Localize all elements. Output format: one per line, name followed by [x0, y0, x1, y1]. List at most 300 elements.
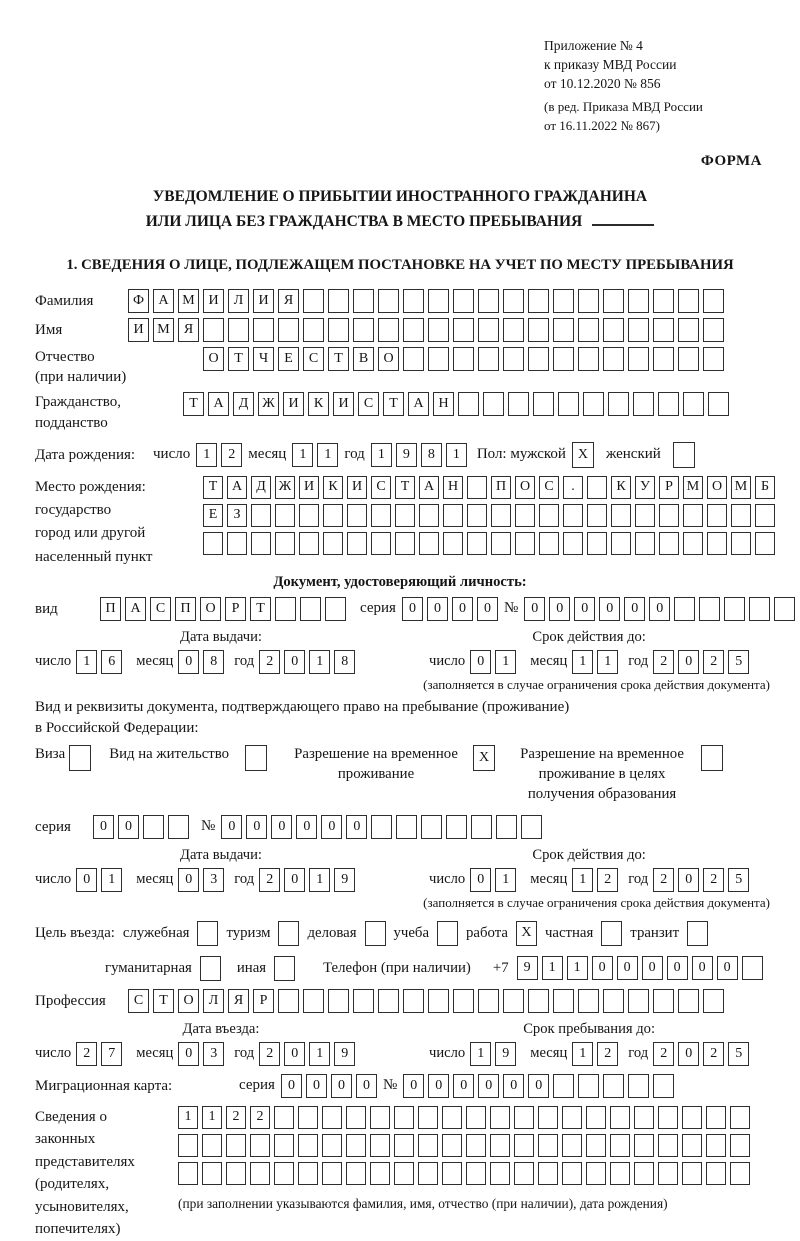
char-cell[interactable]: [394, 1162, 414, 1185]
char-cell[interactable]: 2: [597, 868, 618, 892]
char-cell[interactable]: В: [353, 347, 374, 371]
char-cell[interactable]: Р: [253, 989, 274, 1013]
char-cell[interactable]: 0: [284, 1042, 305, 1066]
char-cell[interactable]: [443, 532, 463, 555]
char-cell[interactable]: 5: [728, 1042, 749, 1066]
char-cell[interactable]: [724, 597, 745, 621]
char-cell[interactable]: [419, 504, 439, 527]
purpose-tourism-checkbox[interactable]: [278, 921, 299, 946]
char-cell[interactable]: [322, 1106, 342, 1129]
char-cell[interactable]: [491, 504, 511, 527]
char-cell[interactable]: [467, 504, 487, 527]
char-cell[interactable]: [353, 289, 374, 313]
char-cell[interactable]: [730, 1162, 750, 1185]
char-cell[interactable]: [553, 1074, 574, 1098]
char-cell[interactable]: Ч: [253, 347, 274, 371]
char-cell[interactable]: [394, 1106, 414, 1129]
char-cell[interactable]: [251, 504, 271, 527]
char-cell[interactable]: [466, 1106, 486, 1129]
char-cell[interactable]: [503, 347, 524, 371]
char-cell[interactable]: П: [100, 597, 121, 621]
char-cell[interactable]: [703, 989, 724, 1013]
char-cell[interactable]: [299, 532, 319, 555]
char-cell[interactable]: 2: [259, 1042, 280, 1066]
char-cell[interactable]: [682, 1162, 702, 1185]
char-cell[interactable]: 2: [226, 1106, 246, 1129]
char-cell[interactable]: П: [491, 476, 511, 499]
char-cell[interactable]: Л: [228, 289, 249, 313]
char-cell[interactable]: [610, 1134, 630, 1157]
char-cell[interactable]: 2: [221, 443, 242, 467]
char-cell[interactable]: [682, 1134, 702, 1157]
char-cell[interactable]: [347, 504, 367, 527]
char-cell[interactable]: [275, 532, 295, 555]
char-cell[interactable]: [553, 347, 574, 371]
char-cell[interactable]: [533, 392, 554, 416]
char-cell[interactable]: Н: [433, 392, 454, 416]
char-cell[interactable]: [706, 1106, 726, 1129]
char-cell[interactable]: [370, 1106, 390, 1129]
char-cell[interactable]: 2: [653, 650, 674, 674]
char-cell[interactable]: 2: [653, 868, 674, 892]
char-cell[interactable]: [418, 1134, 438, 1157]
char-cell[interactable]: [583, 392, 604, 416]
char-cell[interactable]: [635, 504, 655, 527]
char-cell[interactable]: [322, 1134, 342, 1157]
char-cell[interactable]: 0: [321, 815, 342, 839]
char-cell[interactable]: 9: [334, 1042, 355, 1066]
char-cell[interactable]: 0: [178, 650, 199, 674]
char-cell[interactable]: [227, 532, 247, 555]
char-cell[interactable]: Т: [153, 989, 174, 1013]
char-cell[interactable]: [538, 1134, 558, 1157]
char-cell[interactable]: 5: [728, 650, 749, 674]
char-cell[interactable]: [683, 532, 703, 555]
char-cell[interactable]: [418, 1162, 438, 1185]
char-cell[interactable]: Т: [383, 392, 404, 416]
char-cell[interactable]: Б: [755, 476, 775, 499]
char-cell[interactable]: [703, 347, 724, 371]
char-cell[interactable]: [628, 318, 649, 342]
char-cell[interactable]: [251, 532, 271, 555]
char-cell[interactable]: 5: [728, 868, 749, 892]
char-cell[interactable]: [467, 532, 487, 555]
option-temp-residence-checkbox[interactable]: X: [473, 745, 495, 771]
char-cell[interactable]: [553, 289, 574, 313]
char-cell[interactable]: [653, 347, 674, 371]
char-cell[interactable]: Я: [278, 289, 299, 313]
char-cell[interactable]: [730, 1134, 750, 1157]
char-cell[interactable]: С: [303, 347, 324, 371]
char-cell[interactable]: [395, 532, 415, 555]
char-cell[interactable]: 0: [477, 597, 498, 621]
char-cell[interactable]: [503, 289, 524, 313]
char-cell[interactable]: К: [308, 392, 329, 416]
char-cell[interactable]: [496, 815, 517, 839]
char-cell[interactable]: 0: [246, 815, 267, 839]
char-cell[interactable]: [628, 347, 649, 371]
char-cell[interactable]: [403, 347, 424, 371]
char-cell[interactable]: [419, 532, 439, 555]
char-cell[interactable]: [587, 532, 607, 555]
char-cell[interactable]: Д: [251, 476, 271, 499]
char-cell[interactable]: 1: [309, 650, 330, 674]
char-cell[interactable]: [563, 504, 583, 527]
char-cell[interactable]: 0: [402, 597, 423, 621]
char-cell[interactable]: К: [323, 476, 343, 499]
char-cell[interactable]: [442, 1134, 462, 1157]
char-cell[interactable]: И: [347, 476, 367, 499]
char-cell[interactable]: 0: [296, 815, 317, 839]
purpose-other-checkbox[interactable]: [274, 956, 295, 981]
char-cell[interactable]: О: [200, 597, 221, 621]
char-cell[interactable]: 1: [572, 650, 593, 674]
char-cell[interactable]: [659, 504, 679, 527]
char-cell[interactable]: [478, 318, 499, 342]
char-cell[interactable]: 0: [346, 815, 367, 839]
char-cell[interactable]: [731, 504, 751, 527]
char-cell[interactable]: [453, 289, 474, 313]
char-cell[interactable]: 0: [617, 956, 638, 980]
char-cell[interactable]: [682, 1106, 702, 1129]
char-cell[interactable]: 0: [678, 868, 699, 892]
char-cell[interactable]: [587, 504, 607, 527]
char-cell[interactable]: М: [178, 289, 199, 313]
char-cell[interactable]: [490, 1162, 510, 1185]
char-cell[interactable]: [371, 504, 391, 527]
char-cell[interactable]: 0: [478, 1074, 499, 1098]
char-cell[interactable]: Н: [443, 476, 463, 499]
char-cell[interactable]: [635, 532, 655, 555]
purpose-business-checkbox[interactable]: [365, 921, 386, 946]
char-cell[interactable]: 2: [703, 868, 724, 892]
char-cell[interactable]: [610, 1162, 630, 1185]
char-cell[interactable]: 1: [597, 650, 618, 674]
char-cell[interactable]: 1: [572, 868, 593, 892]
char-cell[interactable]: [674, 597, 695, 621]
char-cell[interactable]: 2: [76, 1042, 97, 1066]
char-cell[interactable]: А: [227, 476, 247, 499]
char-cell[interactable]: [323, 532, 343, 555]
char-cell[interactable]: [471, 815, 492, 839]
char-cell[interactable]: П: [175, 597, 196, 621]
char-cell[interactable]: И: [299, 476, 319, 499]
option-visa-checkbox[interactable]: [69, 745, 91, 771]
char-cell[interactable]: О: [378, 347, 399, 371]
char-cell[interactable]: 1: [76, 650, 97, 674]
purpose-transit-checkbox[interactable]: [687, 921, 708, 946]
char-cell[interactable]: О: [707, 476, 727, 499]
char-cell[interactable]: [274, 1106, 294, 1129]
char-cell[interactable]: [503, 318, 524, 342]
char-cell[interactable]: 0: [403, 1074, 424, 1098]
char-cell[interactable]: 3: [203, 1042, 224, 1066]
char-cell[interactable]: [603, 1074, 624, 1098]
char-cell[interactable]: 1: [567, 956, 588, 980]
char-cell[interactable]: [443, 504, 463, 527]
char-cell[interactable]: 0: [118, 815, 139, 839]
char-cell[interactable]: 0: [649, 597, 670, 621]
char-cell[interactable]: 2: [653, 1042, 674, 1066]
char-cell[interactable]: [303, 318, 324, 342]
char-cell[interactable]: [653, 318, 674, 342]
char-cell[interactable]: И: [128, 318, 149, 342]
char-cell[interactable]: [578, 989, 599, 1013]
char-cell[interactable]: [539, 504, 559, 527]
char-cell[interactable]: 2: [597, 1042, 618, 1066]
char-cell[interactable]: Т: [203, 476, 223, 499]
char-cell[interactable]: [611, 504, 631, 527]
char-cell[interactable]: [653, 1074, 674, 1098]
char-cell[interactable]: О: [203, 347, 224, 371]
char-cell[interactable]: И: [253, 289, 274, 313]
char-cell[interactable]: [749, 597, 770, 621]
char-cell[interactable]: [658, 1134, 678, 1157]
char-cell[interactable]: [706, 1134, 726, 1157]
char-cell[interactable]: 6: [101, 650, 122, 674]
char-cell[interactable]: [453, 347, 474, 371]
char-cell[interactable]: [325, 597, 346, 621]
option-residence-permit-checkbox[interactable]: [245, 745, 267, 771]
char-cell[interactable]: Л: [203, 989, 224, 1013]
char-cell[interactable]: 1: [495, 868, 516, 892]
char-cell[interactable]: 0: [599, 597, 620, 621]
char-cell[interactable]: [395, 504, 415, 527]
char-cell[interactable]: 9: [334, 868, 355, 892]
char-cell[interactable]: 0: [549, 597, 570, 621]
char-cell[interactable]: [428, 318, 449, 342]
char-cell[interactable]: [774, 597, 795, 621]
char-cell[interactable]: С: [128, 989, 149, 1013]
char-cell[interactable]: 0: [281, 1074, 302, 1098]
char-cell[interactable]: [528, 318, 549, 342]
char-cell[interactable]: [347, 532, 367, 555]
char-cell[interactable]: [562, 1134, 582, 1157]
char-cell[interactable]: С: [539, 476, 559, 499]
char-cell[interactable]: [578, 1074, 599, 1098]
char-cell[interactable]: [298, 1162, 318, 1185]
char-cell[interactable]: [706, 1162, 726, 1185]
char-cell[interactable]: [328, 989, 349, 1013]
char-cell[interactable]: [278, 989, 299, 1013]
char-cell[interactable]: 0: [470, 868, 491, 892]
char-cell[interactable]: 0: [178, 1042, 199, 1066]
char-cell[interactable]: [403, 318, 424, 342]
char-cell[interactable]: [418, 1106, 438, 1129]
char-cell[interactable]: [603, 989, 624, 1013]
char-cell[interactable]: [353, 989, 374, 1013]
char-cell[interactable]: [683, 504, 703, 527]
char-cell[interactable]: [658, 1162, 678, 1185]
char-cell[interactable]: [611, 532, 631, 555]
char-cell[interactable]: [478, 989, 499, 1013]
char-cell[interactable]: [603, 347, 624, 371]
char-cell[interactable]: 1: [495, 650, 516, 674]
purpose-humanitarian-checkbox[interactable]: [200, 956, 221, 981]
char-cell[interactable]: [328, 318, 349, 342]
char-cell[interactable]: [168, 815, 189, 839]
char-cell[interactable]: А: [419, 476, 439, 499]
char-cell[interactable]: 8: [334, 650, 355, 674]
char-cell[interactable]: [708, 392, 729, 416]
char-cell[interactable]: [633, 392, 654, 416]
char-cell[interactable]: 1: [317, 443, 338, 467]
char-cell[interactable]: [491, 532, 511, 555]
char-cell[interactable]: [586, 1162, 606, 1185]
char-cell[interactable]: [562, 1106, 582, 1129]
char-cell[interactable]: 0: [642, 956, 663, 980]
char-cell[interactable]: 0: [178, 868, 199, 892]
char-cell[interactable]: [228, 318, 249, 342]
char-cell[interactable]: [346, 1162, 366, 1185]
char-cell[interactable]: [515, 532, 535, 555]
char-cell[interactable]: [490, 1106, 510, 1129]
char-cell[interactable]: [587, 476, 607, 499]
char-cell[interactable]: [703, 318, 724, 342]
char-cell[interactable]: 0: [592, 956, 613, 980]
char-cell[interactable]: [322, 1162, 342, 1185]
char-cell[interactable]: О: [515, 476, 535, 499]
char-cell[interactable]: [730, 1106, 750, 1129]
char-cell[interactable]: 1: [292, 443, 313, 467]
char-cell[interactable]: Т: [183, 392, 204, 416]
char-cell[interactable]: [298, 1106, 318, 1129]
char-cell[interactable]: [478, 289, 499, 313]
char-cell[interactable]: 0: [524, 597, 545, 621]
char-cell[interactable]: [490, 1134, 510, 1157]
char-cell[interactable]: [378, 989, 399, 1013]
char-cell[interactable]: [274, 1134, 294, 1157]
char-cell[interactable]: [578, 347, 599, 371]
char-cell[interactable]: 0: [678, 650, 699, 674]
char-cell[interactable]: [603, 318, 624, 342]
char-cell[interactable]: 0: [717, 956, 738, 980]
char-cell[interactable]: С: [150, 597, 171, 621]
char-cell[interactable]: 1: [196, 443, 217, 467]
char-cell[interactable]: 2: [703, 650, 724, 674]
char-cell[interactable]: [275, 504, 295, 527]
char-cell[interactable]: [658, 392, 679, 416]
char-cell[interactable]: 1: [101, 868, 122, 892]
char-cell[interactable]: А: [125, 597, 146, 621]
char-cell[interactable]: А: [408, 392, 429, 416]
char-cell[interactable]: [659, 532, 679, 555]
char-cell[interactable]: 2: [259, 650, 280, 674]
char-cell[interactable]: [203, 532, 223, 555]
char-cell[interactable]: [303, 289, 324, 313]
char-cell[interactable]: М: [153, 318, 174, 342]
char-cell[interactable]: 0: [271, 815, 292, 839]
char-cell[interactable]: [514, 1162, 534, 1185]
char-cell[interactable]: [403, 289, 424, 313]
char-cell[interactable]: [370, 1162, 390, 1185]
char-cell[interactable]: [558, 392, 579, 416]
char-cell[interactable]: 0: [284, 868, 305, 892]
char-cell[interactable]: [442, 1162, 462, 1185]
char-cell[interactable]: Я: [178, 318, 199, 342]
char-cell[interactable]: [628, 1074, 649, 1098]
char-cell[interactable]: 7: [101, 1042, 122, 1066]
char-cell[interactable]: 0: [306, 1074, 327, 1098]
char-cell[interactable]: [466, 1134, 486, 1157]
char-cell[interactable]: [428, 289, 449, 313]
char-cell[interactable]: [707, 532, 727, 555]
char-cell[interactable]: 0: [453, 1074, 474, 1098]
char-cell[interactable]: [578, 289, 599, 313]
char-cell[interactable]: [634, 1134, 654, 1157]
char-cell[interactable]: Е: [203, 504, 223, 527]
char-cell[interactable]: [578, 318, 599, 342]
char-cell[interactable]: [483, 392, 504, 416]
char-cell[interactable]: 0: [284, 650, 305, 674]
char-cell[interactable]: [353, 318, 374, 342]
char-cell[interactable]: О: [178, 989, 199, 1013]
char-cell[interactable]: [508, 392, 529, 416]
char-cell[interactable]: Р: [659, 476, 679, 499]
char-cell[interactable]: [603, 289, 624, 313]
char-cell[interactable]: [178, 1162, 198, 1185]
char-cell[interactable]: [742, 956, 763, 980]
char-cell[interactable]: .: [563, 476, 583, 499]
char-cell[interactable]: [250, 1162, 270, 1185]
char-cell[interactable]: А: [153, 289, 174, 313]
char-cell[interactable]: 1: [202, 1106, 222, 1129]
char-cell[interactable]: 0: [678, 1042, 699, 1066]
char-cell[interactable]: [453, 989, 474, 1013]
char-cell[interactable]: [300, 597, 321, 621]
char-cell[interactable]: [755, 532, 775, 555]
char-cell[interactable]: К: [611, 476, 631, 499]
char-cell[interactable]: [203, 318, 224, 342]
char-cell[interactable]: [323, 504, 343, 527]
char-cell[interactable]: [699, 597, 720, 621]
char-cell[interactable]: 0: [470, 650, 491, 674]
char-cell[interactable]: [378, 289, 399, 313]
purpose-work-checkbox[interactable]: X: [516, 921, 537, 946]
char-cell[interactable]: 9: [517, 956, 538, 980]
char-cell[interactable]: [442, 1106, 462, 1129]
char-cell[interactable]: 0: [624, 597, 645, 621]
char-cell[interactable]: 8: [421, 443, 442, 467]
char-cell[interactable]: [371, 532, 391, 555]
char-cell[interactable]: 9: [495, 1042, 516, 1066]
purpose-private-checkbox[interactable]: [601, 921, 622, 946]
char-cell[interactable]: 1: [309, 868, 330, 892]
char-cell[interactable]: [514, 1134, 534, 1157]
char-cell[interactable]: [553, 318, 574, 342]
char-cell[interactable]: [707, 504, 727, 527]
char-cell[interactable]: 0: [221, 815, 242, 839]
char-cell[interactable]: [428, 347, 449, 371]
char-cell[interactable]: [370, 1134, 390, 1157]
char-cell[interactable]: [678, 318, 699, 342]
char-cell[interactable]: [703, 289, 724, 313]
char-cell[interactable]: [428, 989, 449, 1013]
char-cell[interactable]: 0: [692, 956, 713, 980]
char-cell[interactable]: С: [358, 392, 379, 416]
char-cell[interactable]: 0: [331, 1074, 352, 1098]
char-cell[interactable]: [515, 504, 535, 527]
char-cell[interactable]: 0: [528, 1074, 549, 1098]
char-cell[interactable]: 1: [470, 1042, 491, 1066]
char-cell[interactable]: А: [208, 392, 229, 416]
char-cell[interactable]: [586, 1106, 606, 1129]
char-cell[interactable]: У: [635, 476, 655, 499]
char-cell[interactable]: [143, 815, 164, 839]
char-cell[interactable]: [378, 318, 399, 342]
char-cell[interactable]: 2: [259, 868, 280, 892]
char-cell[interactable]: [466, 1162, 486, 1185]
